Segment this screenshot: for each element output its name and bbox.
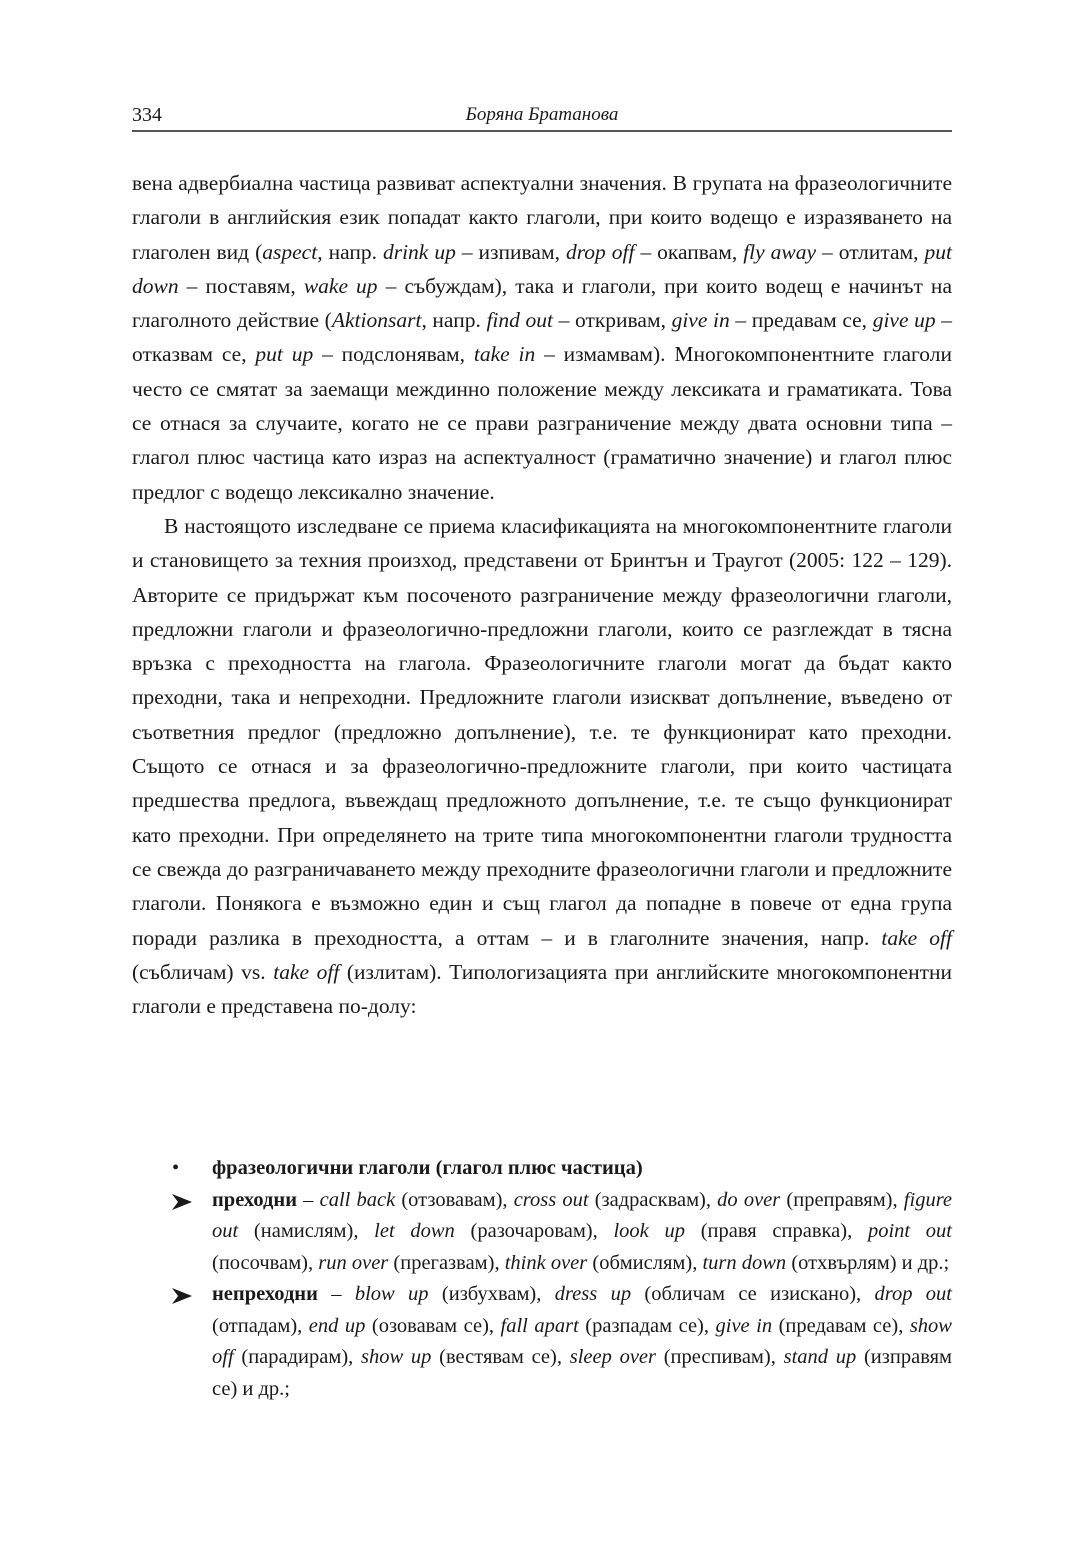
gloss: (обличам се изискано), [631,1283,875,1305]
text-run: вена адвербиална частица развиват аспектуални значения. В групата на фразеологичните глаголи в английския език попадат както глаголи, при които водещо е изразяването на глаголен вид ( [132,171,952,264]
example-verb: take in [473,342,536,367]
list-item-phrasal-verbs [132,1153,952,1185]
page-number: 334 [132,104,162,126]
paragraph-2 [132,509,952,1023]
example-verb: end up [308,1314,366,1337]
gloss: (посочвам), [212,1251,319,1274]
gloss: (преправям), [780,1188,904,1211]
example-verb: find out [486,308,553,333]
text-run: – събуждам), така и глаголи, при които водещ е начинът на глаголното действие ( [132,273,952,333]
gloss: (обмислям), [587,1251,703,1274]
text-run: – окапвам, [634,239,744,264]
text-run: – отлитам, [816,239,925,264]
gloss: (задрасквам), [588,1188,718,1211]
example-verb: put up [255,342,314,367]
example-verb: drink up [382,239,456,264]
text-run: , напр. [421,308,487,333]
text-run: – изпивам, [455,239,566,264]
gloss: (преспивам), [656,1346,784,1368]
gloss: (озовавам се), [365,1314,501,1337]
example-verb: do over [717,1188,781,1211]
example-verb: turn down [702,1251,787,1274]
example-verb: show up [361,1346,432,1368]
example-verb: point out [867,1220,952,1242]
example-verb: take off [881,925,952,950]
list-heading: фразеологични глаголи (глагол плюс частица) [212,1157,643,1179]
gloss: (изправям се) и др.; [212,1346,953,1400]
example-verb: put down [132,239,952,298]
gloss: (разпадам се), [578,1314,716,1337]
text-run: – предавам се, [729,308,873,333]
example-verb: blow up [354,1283,429,1305]
category-label: преходни [212,1188,298,1211]
paragraph-1 [132,166,952,509]
page-header [132,100,952,130]
list-item-intransitive [132,1279,952,1405]
gloss: (разочаровам), [454,1220,614,1242]
example-verb: run over [318,1251,389,1274]
gloss: (отзовавам), [395,1188,514,1211]
example-verb: cross out [513,1188,589,1211]
example-verb: figure out [212,1188,953,1242]
example-verb: fall apart [500,1314,579,1337]
example-verb: drop off [565,239,635,264]
typology-list [132,1153,952,1405]
text-run: (събличам) vs. [132,959,274,984]
gloss: (отхвърлям) и др.; [786,1251,950,1274]
body-text [132,166,952,1023]
example-verb: take off [273,959,340,984]
example-verb: let down [374,1220,455,1242]
example-verb: dress up [554,1283,632,1305]
gloss: (предавам се), [772,1314,910,1337]
example-verb: wake up [303,273,378,298]
example-verb: fly away [743,239,817,264]
example-verb: give in [715,1314,773,1337]
text-run: (излитам). Типологизацията при английските многокомпонентни глаголи е представена по-долу: [132,959,953,1019]
example-verb: show off [212,1314,952,1368]
text-run: – откривам, [553,308,672,333]
example-verb: give up [872,308,936,333]
term: aspect [262,239,318,264]
term: Aktionsart [331,308,422,333]
header-rule [132,130,952,132]
category-label: непреходни [212,1283,318,1305]
dash: – [297,1188,320,1211]
text-run: , напр. [317,239,383,264]
example-verb: sleep over [569,1346,656,1368]
example-verb: look up [613,1220,685,1242]
gloss: (намислям), [238,1220,375,1242]
example-verb: stand up [783,1346,857,1368]
gloss: (избухвам), [428,1283,555,1305]
gloss: (вестявам се), [431,1346,570,1368]
text-run: – подслонявам, [313,342,474,367]
text-run: – измамвам). Многокомпонентните глаголи често се смятат за заемащи междинно положение между лексиката и граматиката. Това се отнася за случаите, когато не се прави разграничение между двата основни типа – глагол плюс частица като израз на аспектуалност (граматично значение) и глагол плюс предлог с водещо лексикално значение. [132,342,952,504]
dash: – [317,1283,355,1305]
gloss: (прегазвам), [388,1251,505,1274]
gloss: (правя справка), [684,1220,868,1242]
text-run: – отказвам се, [132,308,952,367]
example-verb: call back [319,1188,396,1211]
text-run: В настоящото изследване се приема класификацията на многокомпонентните глаголи и становището за техния произход, представени от Бринтън и Траугот (2005: 122 – 129). Авторите се придържат към посоченото разграничение между фразеологични глаголи, предложни глаголи и фразеологично-предложни глаголи, които се разглеждат в тясна връзка с преходността на глагола. Фразеологичните глаголи могат да бъдат както преходни, така и непреходни. Предложните глаголи изискват допълнение, въведено от съответния предлог (предложно допълнение), т.е. те функционират като преходни. Същото се отнася и за фразеологично-предложните глаголи, при които частицата предшества предлога, въвеждащ предложното допълнение, т.е. те също функционират като преходни. При определянето на трите типа многокомпонентни глаголи трудността се свежда до разграничаването между преходните фразеологични глаголи и предложните глаголи. Понякога е възможно един и същ глагол да попадне в повече от една група поради разлика в преходността, а оттам – и в глаголните значения, напр. [132,513,952,950]
example-verb: think over [504,1251,588,1274]
gloss: (парадирам), [233,1346,362,1368]
list-item-transitive [132,1185,952,1280]
bullet-icon: • [172,1157,180,1179]
example-verb: give in [671,308,730,333]
text-run: – поставям, [178,273,304,298]
example-verb: drop out [874,1283,952,1305]
running-head-author: Боряна Братанова [465,104,619,125]
gloss: (отпадам), [212,1314,309,1337]
